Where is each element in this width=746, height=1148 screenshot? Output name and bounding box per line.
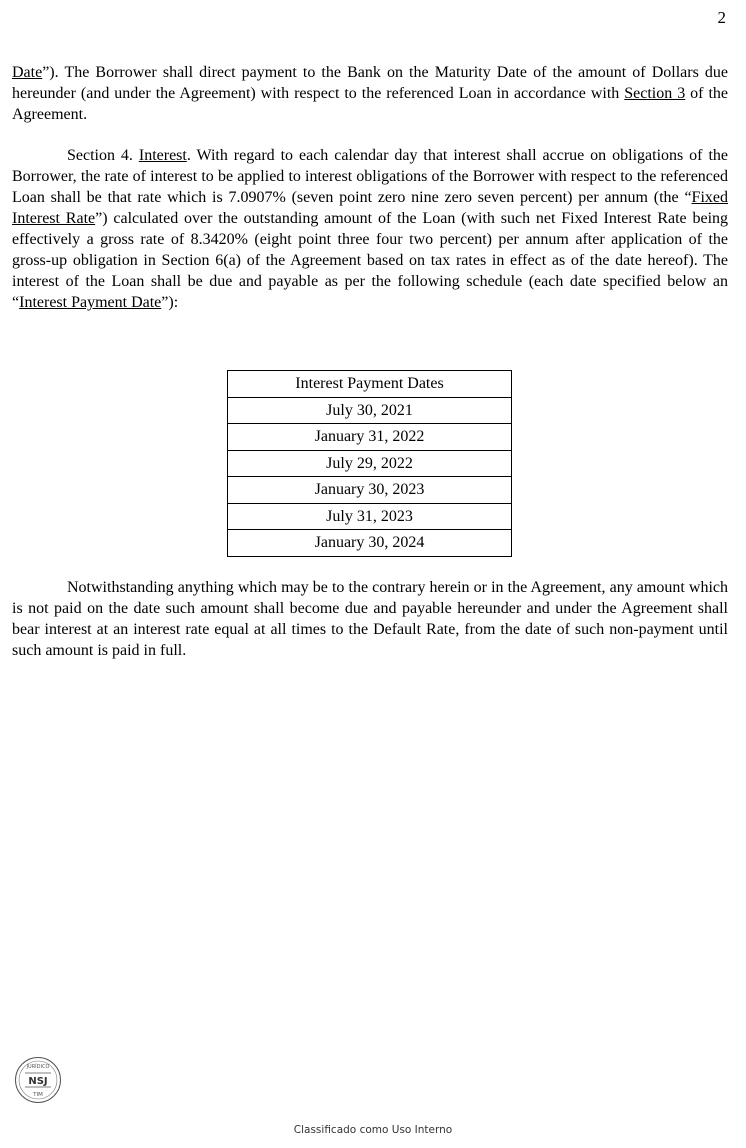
paragraph-text: of the Agreement. [12, 85, 728, 123]
table-cell: July 30, 2021 [228, 397, 512, 424]
table-row [228, 450, 512, 477]
paragraph-text: ”) calculated over the outstanding amount of the Loan (with such net Fixed Interest Rate being effectively a gross rate of 8.3420% (eight point three four two percent) per annum after application of the gross-up obligation in Section 6(a) of the Agreement based on tax rates in effect as of the date hereof). The interest of the Loan shall be due and payable as per the following schedule (each date specified below an “ [12, 210, 729, 311]
table-row [228, 424, 512, 451]
stamp-main-text: NSJ [28, 1076, 48, 1087]
table-header: Interest Payment Dates [228, 371, 512, 398]
section-heading-interest: Interest [138, 147, 187, 164]
stamp-top-text: JURÍDICO [26, 1064, 50, 1070]
paragraph-text: . With regard to each calendar day that interest shall accrue on obligations of the Borrower, the rate of interest to be applied to interest obligations of the Borrower with respect to the referenced Loan shall be that rate which is 7.0907% (seven point zero nine zero seven percent) per annum (the “ [12, 147, 728, 206]
document-body [12, 62, 728, 313]
section-label: Section 4. [67, 147, 139, 164]
table-header-row [228, 371, 512, 398]
page-number: 2 [717, 8, 726, 27]
interest-payment-table-wrapper [227, 370, 512, 557]
defined-term-fixed-interest-rate: Fixed Interest Rate [12, 189, 728, 227]
stamp-icon [14, 1056, 62, 1104]
interest-payment-table [227, 370, 512, 557]
table-cell: January 30, 2024 [228, 530, 512, 557]
table-cell: July 29, 2022 [228, 450, 512, 477]
table-row [228, 477, 512, 504]
table-cell: July 31, 2023 [228, 503, 512, 530]
table-row [228, 503, 512, 530]
table-cell: January 31, 2022 [228, 424, 512, 451]
section-3-reference: Section 3 [624, 85, 686, 102]
table-row [228, 530, 512, 557]
paragraph-interest [12, 145, 728, 313]
table-cell: January 30, 2023 [228, 477, 512, 504]
stamp-bottom-text: TIM [33, 1092, 43, 1098]
paragraph-maturity [12, 62, 728, 125]
paragraph-text: ”). The Borrower shall direct payment to the Bank on the Maturity Date of the amount of Dollars due hereunder (and under the Agreement) with respect to the referenced Loan in accordance with [12, 64, 728, 102]
paragraph-default-rate: Notwithstanding anything which may be to the contrary herein or in the Agreement, any amount which is not paid on the date such amount shall become due and payable hereunder and under the Agreement shall bear interest at an interest rate equal at all times to the Default Rate, from the date of such non-payment until such amount is paid in full. [12, 579, 728, 659]
defined-term-date: Date [12, 64, 43, 81]
defined-term-interest-payment-date: Interest Payment Date [19, 294, 162, 311]
paragraph-text: ”): [161, 294, 179, 311]
classification-label: Classificado como Uso Interno [293, 1124, 453, 1136]
legal-stamp [14, 1056, 62, 1104]
table-row [228, 397, 512, 424]
